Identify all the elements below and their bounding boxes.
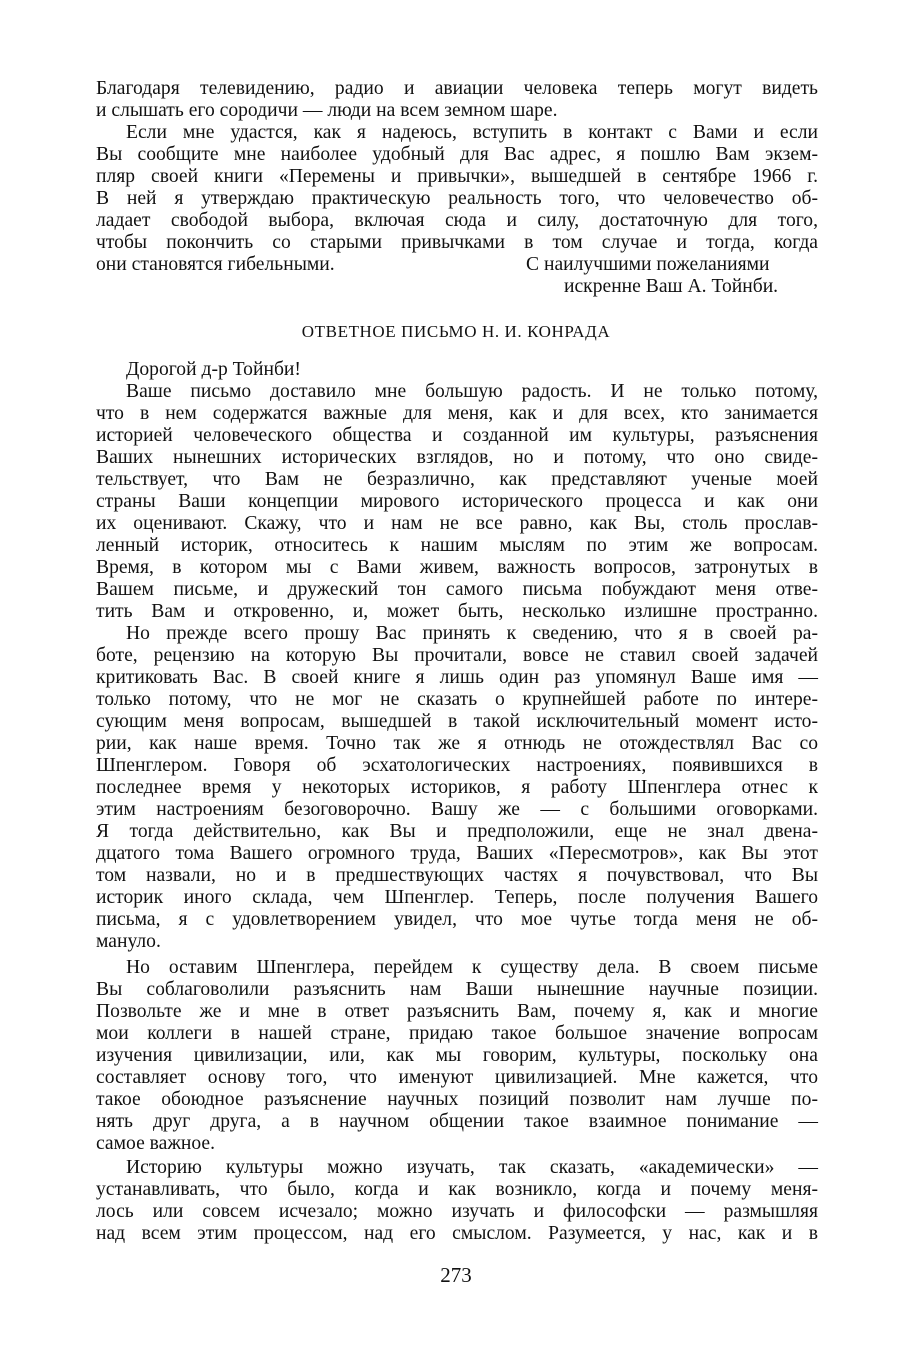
text-line: Ваше письмо доставило мне большую радость. И не только потому, [126, 381, 818, 402]
text-line: самое важное. [96, 1133, 216, 1154]
text-line: тить Вам и откровенно, и, может быть, несколько излишне пространно. [96, 601, 818, 622]
closing-wishes: С наилучшими пожеланиями [526, 254, 770, 275]
text-line: этим настроениям безоговорочно. Вашу же — с большими оговорками. [96, 799, 818, 820]
text-line: Если мне удастся, как я надеюсь, вступить в контакт с Вами и если [126, 122, 818, 143]
text-line: Шпенглером. Говоря об эсхатологических настроениях, появившихся в [96, 755, 818, 776]
text-line: Но прежде всего прошу Вас принять к сведению, что я в своей ра- [126, 623, 818, 644]
text-line: Позвольте же и мне в ответ разъяснить Вам, почему я, как и многие [96, 1001, 818, 1022]
text-line: дцатого тома Вашего огромного труда, Ваших «Пересмотров», как Вы этот [96, 843, 818, 864]
text-line: нять друг друга, а в научном общении такое взаимное понимание — [96, 1111, 818, 1132]
text-line: и слышать его сородичи — люди на всем земном шаре. [96, 100, 558, 121]
text-line: ленный историк, относитесь к нашим мыслям по этим же вопросам. [96, 535, 818, 556]
text-line: их оценивают. Скажу, что и нам не все равно, как Вы, столь прослав- [96, 513, 818, 534]
text-line: ладает свободой выбора, включая сюда и силу, достаточную для того, [96, 210, 818, 231]
text-line: устанавливать, что было, когда и как возникло, когда и почему меня- [96, 1179, 818, 1200]
text-line: над всем этим процессом, над его смыслом. Разумеется, у нас, как и в [96, 1223, 818, 1244]
text-line: сующим меня вопросам, вышедшей в такой исключительный момент исто- [96, 711, 818, 732]
text-line: том назвали, но и в предшествующих частях я почувствовал, что Вы [96, 865, 818, 886]
text-line: изучения цивилизации, или, как мы говорим, культуры, поскольку она [96, 1045, 818, 1066]
text-line: что в нем содержатся важные для меня, как и для всех, кто занимается [96, 403, 818, 424]
text-line: Но оставим Шпенглера, перейдем к существу дела. В своем письме [126, 957, 818, 978]
text-line: Вы сообщите мне наиболее удобный для Вас адрес, я пошлю Вам экзем- [96, 144, 818, 165]
text-line: мои коллеги в нашей стране, придаю такое большое значение вопросам [96, 1023, 818, 1044]
text-line: тельствует, что Вам не безразлично, как представляют ученые моей [96, 469, 818, 490]
page-number: 273 [440, 1263, 472, 1287]
text-line: лось или совсем исчезало; можно изучать и философски — размышляя [96, 1201, 818, 1222]
text-line: историк иного склада, чем Шпенглер. Теперь, после получения Вашего [96, 887, 818, 908]
section-heading: ОТВЕТНОЕ ПИСЬМО Н. И. КОНРАДА [301, 322, 611, 341]
closing-text: они становятся гибельными. [96, 254, 335, 275]
greeting: Дорогой д-р Тойнби! [126, 359, 301, 380]
text-line: Я тогда действительно, как Вы и предположили, еще не знал двена- [96, 821, 818, 842]
text-line: В ней я утверждаю практическую реальность того, что человечество об- [96, 188, 818, 209]
text-line: последнее время у некоторых историков, я работу Шпенглера отнес к [96, 777, 818, 798]
text-line: Ваших нынешних исторических взглядов, но и потому, что оно свиде- [96, 447, 818, 468]
text-line: чтобы покончить со старыми привычками в том случае и тогда, когда [96, 232, 818, 253]
text-line: только потому, что не мог не сказать о крупнейшей работе по интере- [96, 689, 818, 710]
text-line: составляет основу того, что именуют цивилизацией. Мне кажется, что [96, 1067, 818, 1088]
closing-line [96, 253, 818, 277]
text-line: Благодаря телевидению, радио и авиации человека теперь могут видеть [96, 78, 818, 99]
text-line: такое обоюдное разъяснение научных позиций позволит нам лучше по- [96, 1089, 818, 1110]
text-line: Вы соблаговолили разъяснить нам Ваши нынешние научные позиции. [96, 979, 818, 1000]
text-line: рии, как наше время. Точно так же я отнюдь не отождествлял Вас со [96, 733, 818, 754]
text-line: письма, я с удовлетворением увидел, что мое чутье тогда меня не об- [96, 909, 818, 930]
text-line: Вашем письме, и дружеский тон самого письма побуждают меня отве- [96, 579, 818, 600]
text-line: страны Ваши концепции мирового исторического процесса и как они [96, 491, 818, 512]
text-line: боте, рецензию на которую Вы прочитали, вовсе не ставил своей задачей [96, 645, 818, 666]
text-line: Время, в котором мы с Вами живем, важность вопросов, затронутых в [96, 557, 818, 578]
text-line: критиковать Вас. В своей книге я лишь один раз упомянул Ваше имя — [96, 667, 818, 688]
signature: искренне Ваш А. Тойнби. [564, 276, 779, 297]
text-line: Историю культуры можно изучать, так сказать, «академически» — [126, 1157, 818, 1178]
text-line: историей человеческого общества и созданной им культуры, разъяснения [96, 425, 818, 446]
text-line: мануло. [96, 931, 161, 952]
text-line: пляр своей книги «Перемены и привычки», вышедшей в сентябре 1966 г. [96, 166, 818, 187]
